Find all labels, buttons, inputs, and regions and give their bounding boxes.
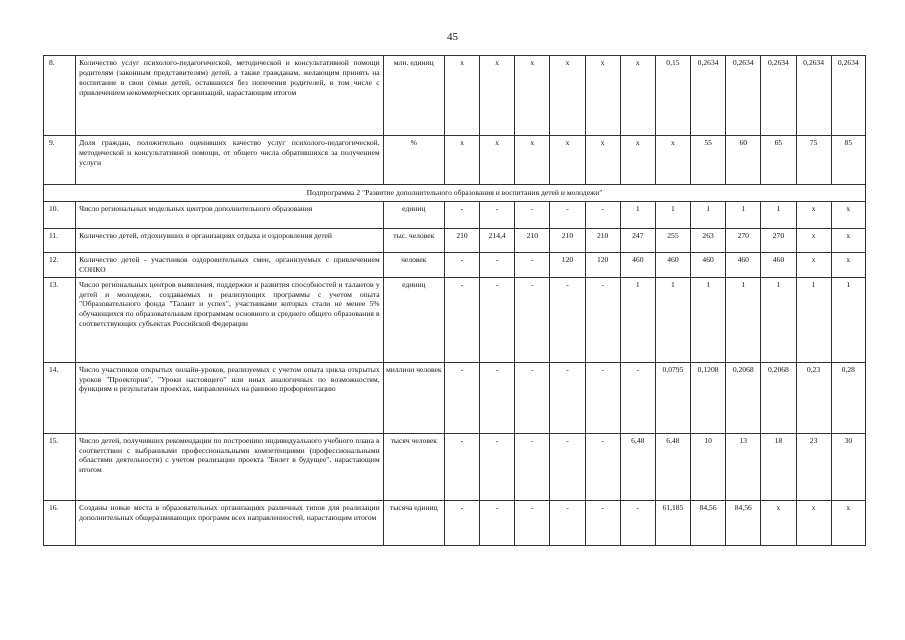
value-cell: 270 [761,229,796,253]
value-cell: 1 [620,202,655,229]
value-cell: x [585,136,620,185]
indicator-name: Количество детей, отдохнувших в организациях отдыха и оздоровления детей [76,229,383,253]
unit-of-measure: тысяч человек [383,433,444,500]
value-cell: 1 [761,277,796,362]
value-cell: - [480,500,515,545]
value-cell: 0,2634 [796,56,831,136]
row-number: 8. [44,56,76,136]
value-cell: 13 [726,433,761,500]
value-cell: 210 [550,229,585,253]
value-cell: - [480,433,515,500]
value-cell: 30 [831,433,865,500]
unit-of-measure: единиц [383,277,444,362]
value-cell: - [515,433,550,500]
value-cell: - [620,362,655,433]
value-cell: 210 [444,229,479,253]
value-cell: - [620,500,655,545]
value-cell: - [444,277,479,362]
value-cell: 1 [726,277,761,362]
page-number: 45 [447,31,458,43]
value-cell: x [761,500,796,545]
value-cell: 0,2068 [761,362,796,433]
value-cell: 85 [831,136,865,185]
table-row [44,253,866,278]
value-cell: x [550,56,585,136]
value-cell: 0,2068 [726,362,761,433]
value-cell: x [796,253,831,278]
value-cell: x [620,56,655,136]
value-cell: 0,23 [796,362,831,433]
value-cell: 460 [691,253,726,278]
value-cell: 0,2634 [761,56,796,136]
table-row [44,56,866,136]
value-cell: - [480,202,515,229]
value-cell: - [444,500,479,545]
value-cell: 247 [620,229,655,253]
indicator-name: Число детей, получивших рекомендации по построению индивидуального учебного плана в соответствии с выбранными профессиональными компетенциями (профессиональными областями деятельности) с учетом реализации проекта "Билет в будущее", нарастающим итогом [76,433,383,500]
unit-of-measure: тыс. человек [383,229,444,253]
table-row [44,229,866,253]
value-cell: 1 [761,202,796,229]
value-cell: - [444,202,479,229]
value-cell: 263 [691,229,726,253]
value-cell: 0,2634 [726,56,761,136]
value-cell: 270 [726,229,761,253]
value-cell: x [620,136,655,185]
value-cell: - [480,362,515,433]
row-number: 16. [44,500,76,545]
value-cell: - [444,362,479,433]
table-row [44,433,866,500]
value-cell: x [515,136,550,185]
unit-of-measure: единиц [383,202,444,229]
value-cell: - [550,500,585,545]
subprogram-row [44,185,866,202]
value-cell: 55 [691,136,726,185]
value-cell: x [831,229,865,253]
value-cell: x [444,136,479,185]
value-cell: 84,56 [691,500,726,545]
value-cell: 460 [620,253,655,278]
indicator-name: Количество детей - участников оздоровительных смен, организуемых с привлечением СОНКО [76,253,383,278]
indicator-name: Созданы новые места в образовательных организациях различных типов для реализации дополнительных общеразвивающих программ всех направленностей, нарастающим итогом [76,500,383,545]
value-cell: - [550,433,585,500]
value-cell: 75 [796,136,831,185]
value-cell: 1 [655,277,690,362]
value-cell: 1 [655,202,690,229]
value-cell: x [831,202,865,229]
row-number: 10. [44,202,76,229]
value-cell: x [796,202,831,229]
row-number: 15. [44,433,76,500]
value-cell: 1 [726,202,761,229]
table-row [44,277,866,362]
value-cell: x [655,136,690,185]
indicator-name: Доля граждан, положительно оценивших качество услуг психолого-педагогической, методической и консультативной помощи, от общего числа обратившихся за получением услуги [76,136,383,185]
value-cell: - [585,500,620,545]
value-cell: - [550,362,585,433]
value-cell: 10 [691,433,726,500]
value-cell: - [480,277,515,362]
value-cell: - [550,277,585,362]
value-cell: x [480,136,515,185]
value-cell: 120 [550,253,585,278]
value-cell: 65 [761,136,796,185]
indicators-table [43,55,866,546]
table-row [44,362,866,433]
value-cell: 1 [691,202,726,229]
unit-of-measure: человек [383,253,444,278]
value-cell: 0,15 [655,56,690,136]
row-number: 12. [44,253,76,278]
value-cell: x [831,253,865,278]
row-number: 9. [44,136,76,185]
value-cell: 120 [585,253,620,278]
value-cell: x [550,136,585,185]
table-row [44,202,866,229]
value-cell: - [515,253,550,278]
value-cell: - [515,362,550,433]
unit-of-measure: % [383,136,444,185]
value-cell: x [796,229,831,253]
value-cell: x [515,56,550,136]
value-cell: 210 [585,229,620,253]
value-cell: 6,48 [655,433,690,500]
value-cell: x [796,500,831,545]
value-cell: 1 [796,277,831,362]
value-cell: x [585,56,620,136]
value-cell: x [480,56,515,136]
value-cell: 1 [691,277,726,362]
value-cell: 460 [655,253,690,278]
value-cell: 0,1208 [691,362,726,433]
value-cell: - [480,253,515,278]
row-number: 13. [44,277,76,362]
value-cell: 23 [796,433,831,500]
value-cell: 0,0795 [655,362,690,433]
value-cell: - [585,433,620,500]
row-number: 11. [44,229,76,253]
value-cell: - [515,500,550,545]
value-cell: 0,2634 [691,56,726,136]
value-cell: 214,4 [480,229,515,253]
indicator-name: Количество услуг психолого-педагогической, методической и консультативной помощи родителям (законным представителям) детей, а также гражданам, желающим принять на воспитание в свои семьи детей, оставшихся без попечения родителей, в том числе с привлечением некоммерческих организаций, нарастающим итогом [76,56,383,136]
indicator-name: Число региональных центров выявления, поддержки и развития способностей и талантов у детей и молодежи, создаваемых и реализующих программы с учетом опыта "Образовательного фонда "Талант и успех", участниками которых стали не менее 5% обучающихся по образовательным программам основного и среднего общего образования в соответствующих субъектах Российской Федерации [76,277,383,362]
value-cell: 1 [831,277,865,362]
value-cell: - [550,202,585,229]
value-cell: 61,185 [655,500,690,545]
value-cell: - [585,202,620,229]
value-cell: - [585,277,620,362]
indicator-name: Число участников открытых онлайн-уроков, реализуемых с учетом опыта цикла открытых уроков "Проектория", "Уроки настоящего" или иных аналогичных по возможностям, функциям и результатам проектах, направленных на раннюю профориентацию [76,362,383,433]
value-cell: 84,56 [726,500,761,545]
value-cell: - [515,202,550,229]
value-cell: 18 [761,433,796,500]
table-row [44,500,866,545]
value-cell: 6,48 [620,433,655,500]
unit-of-measure: млн. единиц [383,56,444,136]
value-cell: 460 [726,253,761,278]
value-cell: x [444,56,479,136]
value-cell: - [444,433,479,500]
value-cell: 0,2634 [831,56,865,136]
value-cell: x [831,500,865,545]
row-number: 14. [44,362,76,433]
subprogram-heading: Подпрограмма 2 "Развитие дополнительного образования и воспитания детей и молодежи" [44,185,866,202]
value-cell: 0,28 [831,362,865,433]
value-cell: - [515,277,550,362]
unit-of-measure: тысяча единиц [383,500,444,545]
value-cell: - [444,253,479,278]
value-cell: 1 [620,277,655,362]
indicator-name: Число региональных модельных центров дополнительного образования [76,202,383,229]
value-cell: 210 [515,229,550,253]
value-cell: - [585,362,620,433]
value-cell: 460 [761,253,796,278]
table-row [44,136,866,185]
value-cell: 255 [655,229,690,253]
unit-of-measure: миллион человек [383,362,444,433]
value-cell: 60 [726,136,761,185]
